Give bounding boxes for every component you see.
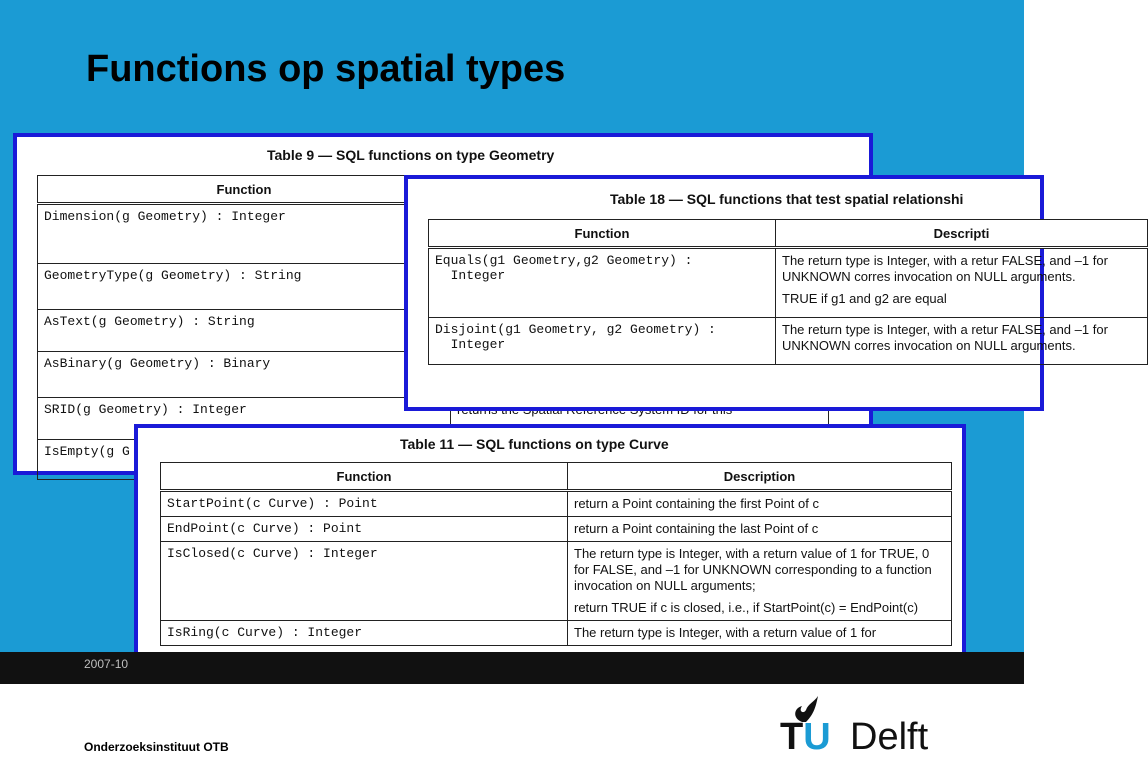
table-11-cell-function: IsClosed(c Curve) : Integer [161,542,568,621]
table-11-cell-function: EndPoint(c Curve) : Point [161,517,568,542]
table-row [429,248,1148,318]
description-paragraph: The return type is Integer, with a return value of 1 for TRUE, 0 for FALSE, and –1 for UNKNOWN corresponding to a function invocation on NULL arguments; [574,546,932,593]
footer-date: 2007-10 [84,657,129,671]
logo-delft: Delft [850,716,929,758]
description-paragraph: The return type is Integer, with a retur FALSE, and –1 for UNKNOWN corres invocation on NULL arguments. [782,253,1108,284]
table-18-header-function: Function [429,220,776,248]
institute-name: Onderzoeksinstituut OTB [84,740,229,754]
description-paragraph: The return type is Integer, with a return value of 1 for [574,625,877,640]
table-9-cell-function: AsText(g Geometry) : String [38,310,451,352]
table-18-cell-function: Disjoint(g1 Geometry, g2 Geometry) : Integer [429,318,776,365]
table-11-cell-function: IsRing(c Curve) : Integer [161,621,568,646]
table-9-caption: Table 9 — SQL functions on type Geometry [267,147,555,163]
table-9-header-function: Function [38,176,451,204]
table-11-cell-description [568,542,952,621]
table-row [161,517,952,542]
table-18-cell-description [776,248,1148,318]
table-18-cell-description [776,318,1148,365]
logo-tu: TU [780,716,831,758]
slide-title: Functions op spatial types [86,48,566,90]
table-9-cell-function: IsEmpty(g G [38,440,451,480]
table-18-cell-function: Equals(g1 Geometry,g2 Geometry) : Integer [429,248,776,318]
table-row [429,318,1148,365]
table-11-caption: Table 11 — SQL functions on type Curve [400,436,669,452]
description-paragraph: return TRUE if c is closed, i.e., if StartPoint(c) = EndPoint(c) [574,600,919,615]
description-paragraph: return a Point containing the last Point of c [574,521,819,536]
table-row [161,542,952,621]
table-18 [428,219,1148,365]
table-9-cell-function: Dimension(g Geometry) : Integer [38,204,451,264]
table-18-panel [404,175,1108,411]
table-11-cell-function: StartPoint(c Curve) : Point [161,491,568,517]
table-11-cell-description [568,491,952,517]
table-9-cell-function: SRID(g Geometry) : Integer [38,398,451,440]
table-row [161,491,952,517]
footer-band [0,652,1024,684]
table-11-cell-description [568,621,952,646]
table-9-cell-function: AsBinary(g Geometry) : Binary [38,352,451,398]
description-paragraph: return a Point containing the first Point of c [574,496,819,511]
table-11-header-function: Function [161,463,568,491]
table-11-cell-description [568,517,952,542]
table-row [161,621,952,646]
description-paragraph: TRUE if g1 and g2 are equal [782,291,947,306]
table-11 [160,462,952,646]
table-18-caption: Table 18 — SQL functions that test spatial relationshi [610,191,964,207]
table-11-panel [134,424,966,688]
table-9-cell-function: GeometryType(g Geometry) : String [38,264,451,310]
table-18-header-description: Descripti [776,220,1148,248]
table-11-header-description: Description [568,463,952,491]
description-paragraph: The return type is Integer, with a retur FALSE, and –1 for UNKNOWN corres invocation on NULL arguments. [782,322,1108,353]
